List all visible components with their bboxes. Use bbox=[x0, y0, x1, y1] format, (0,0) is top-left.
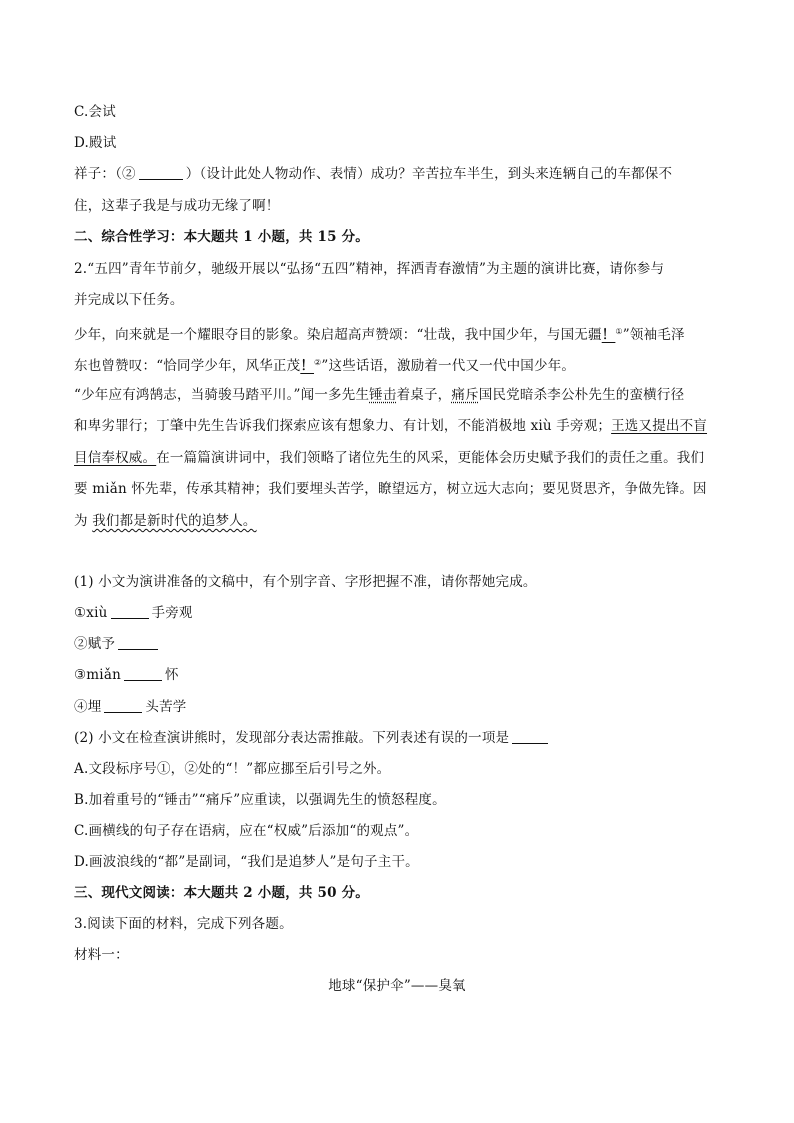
xiangzi-line-1 bbox=[74, 164, 672, 184]
marked-exclamation: ！ bbox=[601, 327, 616, 343]
passage-line bbox=[74, 448, 704, 468]
footnote-mark: ① bbox=[615, 327, 623, 336]
text-segment: ④埋 bbox=[74, 699, 102, 715]
passage-line bbox=[74, 511, 257, 531]
section-2-heading: 二、综合性学习：本大题共 1 小题，共 15 分。 bbox=[74, 229, 369, 245]
option-a: A.文段标序号①，②处的“！”都应挪至后引号之外。 bbox=[74, 761, 391, 777]
text-segment: 头苦学 bbox=[145, 699, 187, 715]
question-2-intro-end: 并完成以下任务。 bbox=[74, 292, 184, 308]
option-d-dianshi: D.殿试 bbox=[74, 135, 117, 151]
answer-blank[interactable] bbox=[512, 729, 548, 744]
text-segment: ①xiù bbox=[74, 605, 108, 621]
text-segment: 在一篇篇演讲词中，我们领略了诸位先生的风采，更能体会历史赋予我们的责任之重。我们 bbox=[156, 450, 705, 466]
sub-question-2 bbox=[74, 728, 551, 748]
text-segment: ”领袖毛泽 bbox=[622, 327, 685, 343]
text-segment: 少年，向来就是一个耀眼夺目的影象。染启超高声赞颂：“壮哉，我中国少年，与国无疆 bbox=[74, 327, 602, 343]
material-1-title: 地球“保护伞”——臭氧 bbox=[328, 978, 466, 994]
passage-line bbox=[74, 416, 707, 436]
question-3-intro: 3.阅读下面的材料，完成下列各题。 bbox=[74, 916, 293, 932]
text-segment: 和卑劣罪行；丁肇中先生告诉我们探索应该有想象力、有计划，不能消极地 xiù 手旁观； bbox=[74, 418, 612, 434]
text-segment: “少年应有鸿鹄志，当骑骏马踏平川。”闻一多先生 bbox=[74, 387, 370, 403]
passage-line bbox=[74, 385, 684, 405]
marked-exclamation: ！ bbox=[300, 358, 315, 374]
passage-line bbox=[74, 322, 685, 345]
underlined-sentence: 王选又提出不盲 bbox=[611, 418, 708, 434]
blank-item-2 bbox=[74, 634, 161, 654]
passage-line bbox=[74, 353, 575, 376]
text-segment: 为 bbox=[74, 513, 88, 529]
text-segment: ②赋予 bbox=[74, 636, 116, 652]
answer-blank[interactable] bbox=[104, 698, 142, 713]
answer-blank[interactable] bbox=[111, 604, 149, 619]
emphasis-word: 锤击 bbox=[369, 387, 397, 403]
option-d: D.画波浪线的“都”是副词，“我们是追梦人”是句子主干。 bbox=[74, 854, 419, 870]
text-segment: 东也曾赞叹：“恰同学少年，风华正茂 bbox=[74, 358, 301, 374]
text-segment: ）（设计此处人物动作、表情）成功？辛苦拉车半生，到头来连辆自己的车都保不 bbox=[185, 166, 673, 182]
answer-blank[interactable] bbox=[139, 165, 183, 180]
text-segment: 祥子：（② bbox=[74, 166, 136, 182]
option-c: C.画横线的句子存在语病，应在“权威”后添加“的观点”。 bbox=[74, 823, 419, 839]
text-segment: 怀 bbox=[164, 667, 179, 683]
option-b: B.加着重号的“锤击”“痛斥”应重读，以强调先生的愤怒程度。 bbox=[74, 792, 446, 808]
underlined-sentence: 目信奉权威。 bbox=[74, 450, 157, 466]
footnote-mark: ② bbox=[314, 358, 322, 367]
text-segment: ③miǎn bbox=[74, 667, 121, 683]
blank-item-4 bbox=[74, 697, 187, 717]
answer-blank[interactable] bbox=[124, 666, 162, 681]
passage-line: 要 miǎn 怀先辈，传承其精神；我们要埋头苦学，瞭望远方，树立远大志向；要见贤思齐，争做先锋。因 bbox=[74, 481, 707, 497]
blank-item-3 bbox=[74, 665, 179, 685]
sub-question-1: (1) 小文为演讲准备的文稿中，有个别字音、字形把握不准，请你帮她完成。 bbox=[74, 574, 537, 590]
question-2-intro: 2.“五四”青年节前夕，驰级开展以“弘扬“五四”精神，挥洒青春激情”为主题的演讲比赛，请你参与 bbox=[74, 261, 665, 277]
section-3-heading: 三、现代文阅读：本大题共 2 小题，共 50 分。 bbox=[74, 885, 369, 901]
text-segment: 国民党暗杀李公朴先生的蛮横行径 bbox=[478, 387, 685, 403]
option-c-huishi: C.会试 bbox=[74, 104, 116, 120]
text-segment: 着桌子， bbox=[396, 387, 452, 403]
emphasis-word: 痛斥 bbox=[451, 387, 479, 403]
text-segment: (2) 小文在检查演讲熊时，发现部分表达需推敲。下列表述有误的一项是 bbox=[74, 730, 510, 746]
material-1-label: 材料一： bbox=[74, 947, 129, 963]
answer-blank[interactable] bbox=[118, 635, 158, 650]
xiangzi-line-2: 住，这辈子我是与成功无缘了啊！ bbox=[74, 198, 280, 214]
wavy-underlined-sentence: 我们都是新时代的追梦人。 bbox=[92, 513, 257, 529]
blank-item-1 bbox=[74, 603, 193, 623]
text-segment: ”这些话语，激励着一代又一代中国少年。 bbox=[321, 358, 576, 374]
text-segment: 手旁观 bbox=[151, 605, 193, 621]
